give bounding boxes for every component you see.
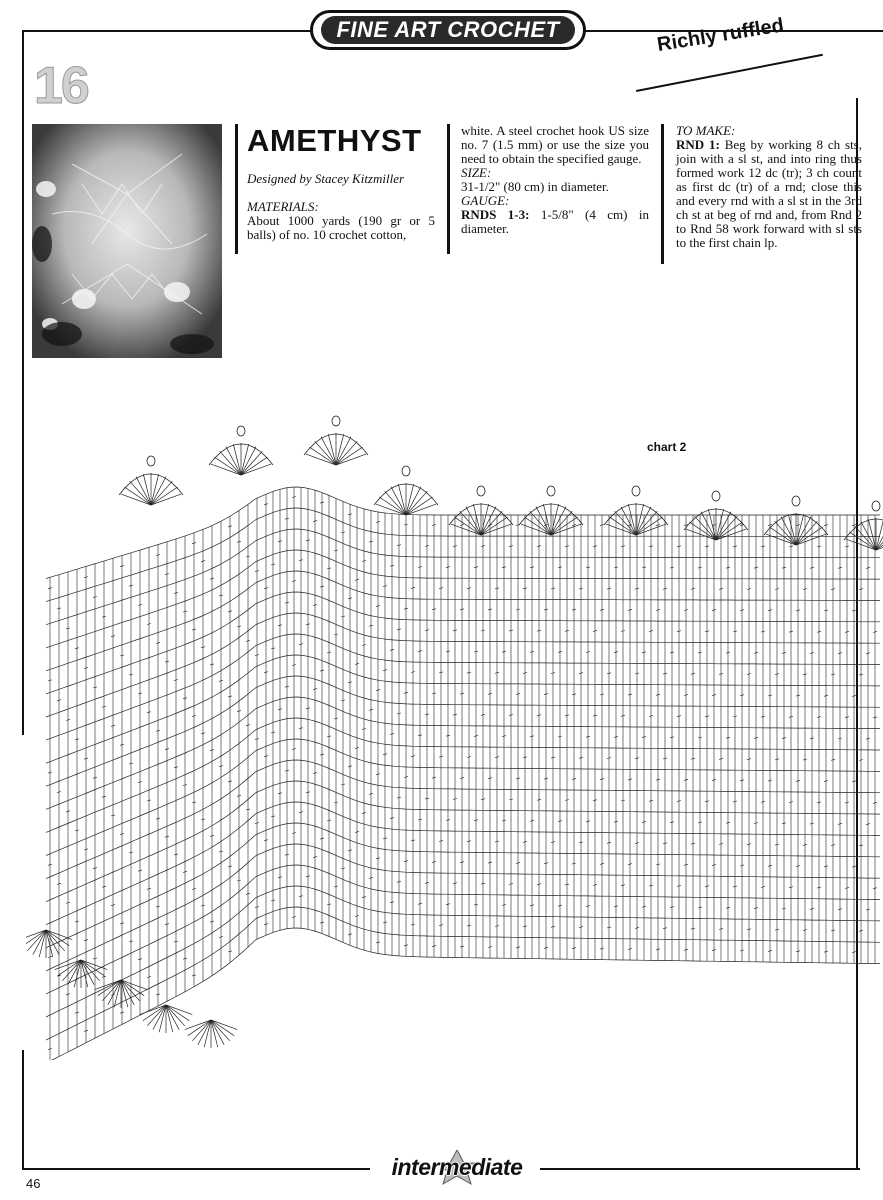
gauge-text-line <box>461 208 649 236</box>
pattern-title: AMETHYST <box>247 123 422 158</box>
rnd1-text: Beg by working 8 ch sts, join with a sl st, and into ring thus formed work 12 dc (tr); 3 ch count as first dc (tr) of a rnd; close this and every rnd with a sl st in the 3rd ch st at beg of rnd and, from Rnd 2 to Rnd 58 work forward with sl sts to the first chain lp. <box>676 137 862 250</box>
rnd1-instructions <box>676 138 862 250</box>
skill-level-label: intermediate <box>391 1154 523 1180</box>
materials-text-part-2: white. A steel crochet hook US size no. 7 (1.5 mm) or use the size you need to obtain the specified gauge. <box>461 123 649 166</box>
section-banner-label: FINE ART CROCHET <box>321 16 575 44</box>
gauge-text: 1-5/8" (4 cm) in diameter. <box>461 207 649 236</box>
crochet-chart <box>26 400 883 1060</box>
designer-credit: Designed by Stacey Kitzmiller <box>247 171 405 186</box>
frame-bottom-left <box>22 1168 370 1170</box>
frame-left-bottom <box>22 1050 24 1170</box>
materials-heading: MATERIALS: <box>247 199 319 214</box>
pattern-column-1 <box>247 124 435 242</box>
ribbon-tagline: Richly ruffled <box>655 14 786 57</box>
section-banner <box>310 10 586 50</box>
ribbon-underline <box>636 54 823 92</box>
frame-bottom-right <box>540 1168 860 1170</box>
size-heading: SIZE: <box>461 165 492 180</box>
column-rule-3 <box>661 124 664 264</box>
page-number: 46 <box>26 1176 41 1191</box>
skill-level-badge <box>376 1150 538 1186</box>
rnd1-lead: RND 1: <box>676 137 720 152</box>
doily-photo <box>32 124 222 358</box>
pattern-column-2 <box>461 124 649 236</box>
to-make-heading: TO MAKE: <box>676 123 736 138</box>
size-text: 31-1/2" (80 cm) in diameter. <box>461 179 609 194</box>
column-rule-2 <box>447 124 450 254</box>
materials-text-part-1: About 1000 yards (190 gr or 5 balls) of no. 10 crochet cotton, <box>247 213 435 242</box>
frame-top-left <box>22 30 312 32</box>
gauge-lead: RNDS 1-3: <box>461 207 530 222</box>
column-rule-1 <box>235 124 238 254</box>
pattern-number: 16 <box>34 57 88 115</box>
pattern-column-3 <box>676 124 862 250</box>
chart-label: chart 2 <box>647 440 687 454</box>
gauge-heading: GAUGE: <box>461 193 510 208</box>
frame-left <box>22 30 24 735</box>
